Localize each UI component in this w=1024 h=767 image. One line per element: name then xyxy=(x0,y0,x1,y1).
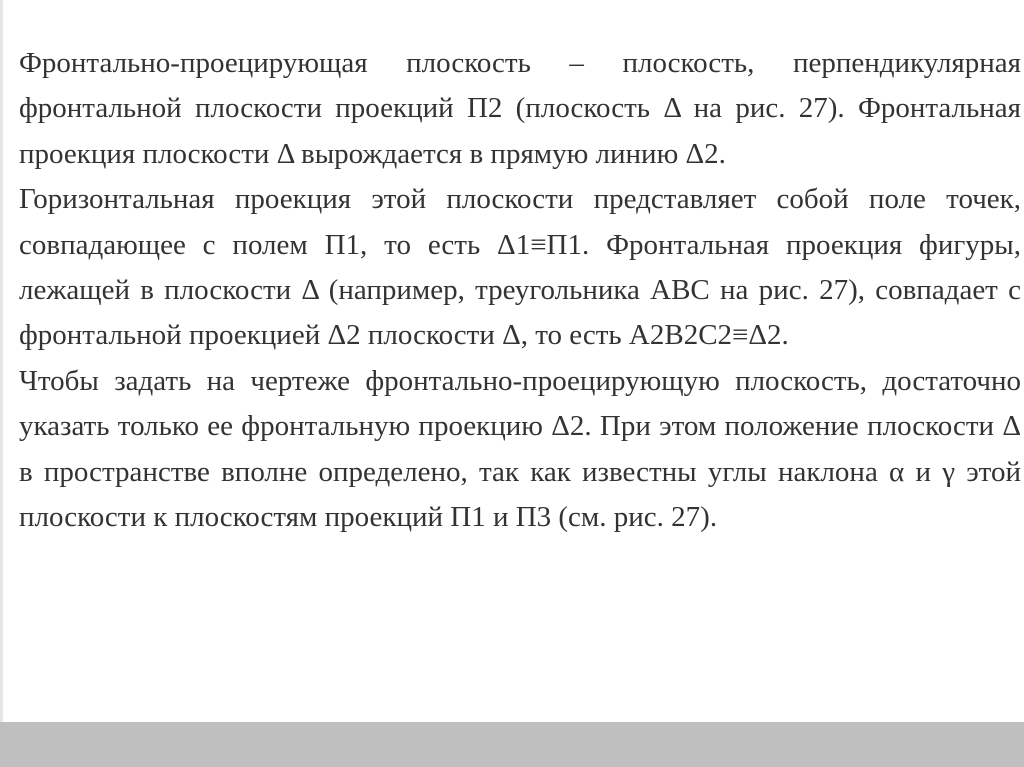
paragraph-frontal-projecting-plane: Фронтально-проецирующая плоскость – плоскость, перпендикулярная фронтальной плоскости проекций П2 (плоскость Δ на рис. 27). Фронтальная проекция плоскости Δ вырождается в прямую линию Δ2. xyxy=(19,47,1021,170)
slide-body-text xyxy=(19,41,1021,540)
bottom-bar xyxy=(0,722,1024,767)
slide-left-edge xyxy=(0,0,3,722)
paragraph-horizontal-projection: Горизонтальная проекция этой плоскости представляет собой поле точек, совпадающее с полем П1, то есть Δ1≡П1. Фронтальная проекция фигуры, лежащей в плоскости Δ (например, треугольника ABC на рис. 27), совпадает с фронтальной проекцией Δ2 плоскости Δ, то есть A2B2C2≡Δ2. xyxy=(19,183,1021,352)
paragraph-drawing-definition: Чтобы задать на чертеже фронтально-проецирующую плоскость, достаточно указать только ее фронтальную проекцию Δ2. При этом положение плоскости Δ в пространстве вполне определено, так как известны углы наклона α и γ этой плоскости к плоскостям проекций П1 и П3 (см. рис. 27). xyxy=(19,364,1021,534)
